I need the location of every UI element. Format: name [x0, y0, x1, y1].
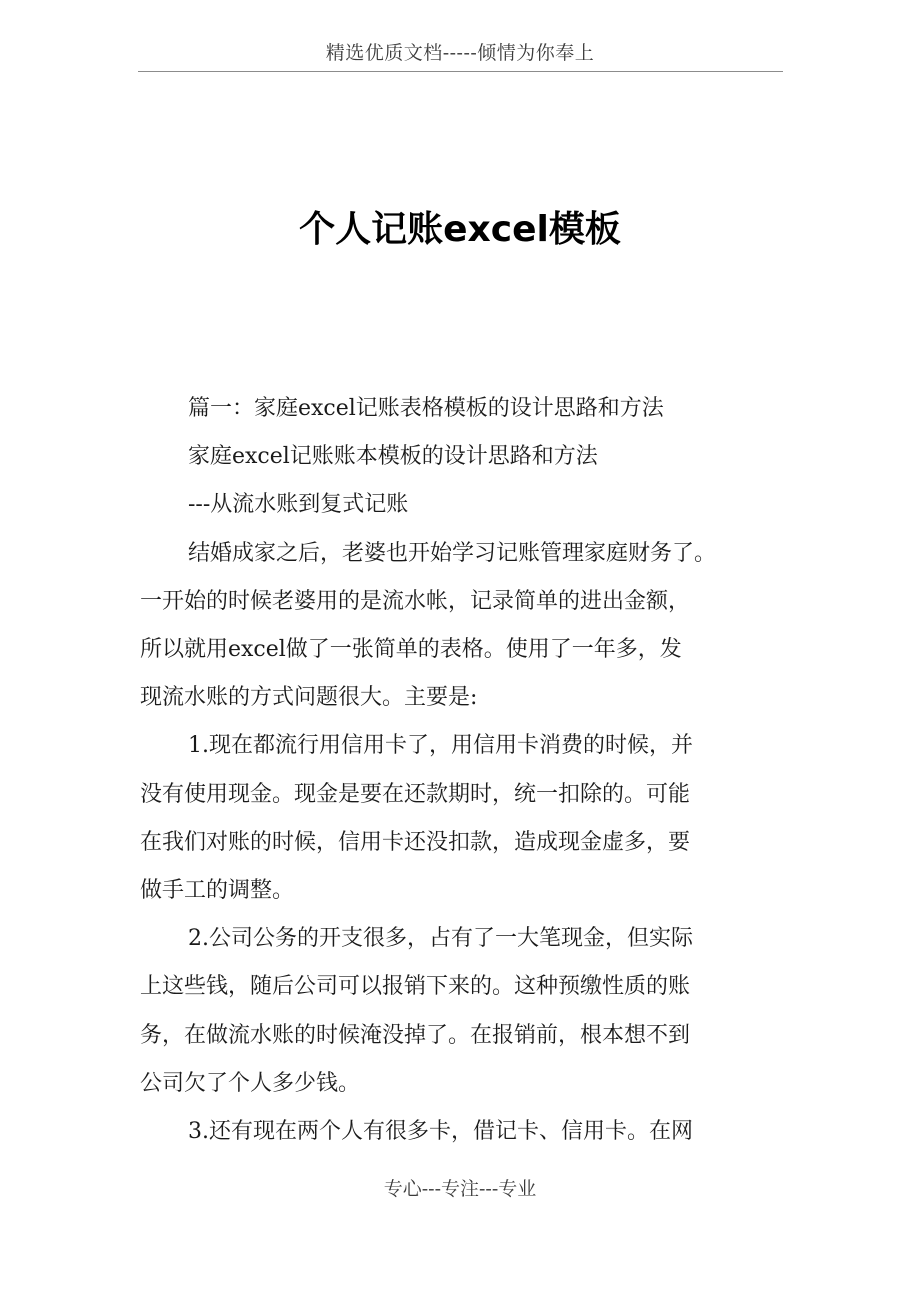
body-line: 一开始的时候老婆用的是流水帐，记录简单的进出金额， [140, 588, 691, 614]
document-body [140, 385, 795, 1156]
body-line: 做手工的调整。 [140, 878, 295, 904]
body-line: 务，在做流水账的时候淹没掉了。在报销前，根本想不到 [140, 1022, 691, 1048]
body-line: 没有使用现金。现金是要在还款期时，统一扣除的。可能 [140, 781, 691, 807]
document-title: 个人记账excel模板 [299, 209, 621, 250]
body-line: 公司欠了个人多少钱。 [140, 1070, 361, 1096]
body-line: 在我们对账的时候，信用卡还没扣款，造成现金虚多，要 [140, 829, 691, 855]
body-line: 家庭excel记账账本模板的设计思路和方法 [188, 444, 598, 470]
body-line: ---从流水账到复式记账 [188, 492, 409, 518]
body-line: 上这些钱，随后公司可以报销下来的。这种预缴性质的账 [140, 974, 691, 1000]
body-line: 1.现在都流行用信用卡了，用信用卡消费的时候，并 [188, 733, 693, 759]
body-line: 3.还有现在两个人有很多卡，借记卡、信用卡。在网 [188, 1119, 693, 1145]
body-line: 所以就用excel做了一张简单的表格。使用了一年多，发 [140, 637, 682, 663]
body-line: 篇一：家庭excel记账表格模板的设计思路和方法 [188, 396, 664, 421]
body-line: 2.公司公务的开支很多，占有了一大笔现金，但实际 [188, 926, 693, 952]
page-header: 精选优质文档-----倾情为你奉上 [325, 42, 595, 64]
header-divider [138, 71, 783, 72]
body-line: 现流水账的方式问题很大。主要是: [140, 685, 478, 711]
page-footer: 专心---专注---专业 [383, 1178, 537, 1200]
body-line: 结婚成家之后，老婆也开始学习记账管理家庭财务了。 [188, 540, 717, 566]
